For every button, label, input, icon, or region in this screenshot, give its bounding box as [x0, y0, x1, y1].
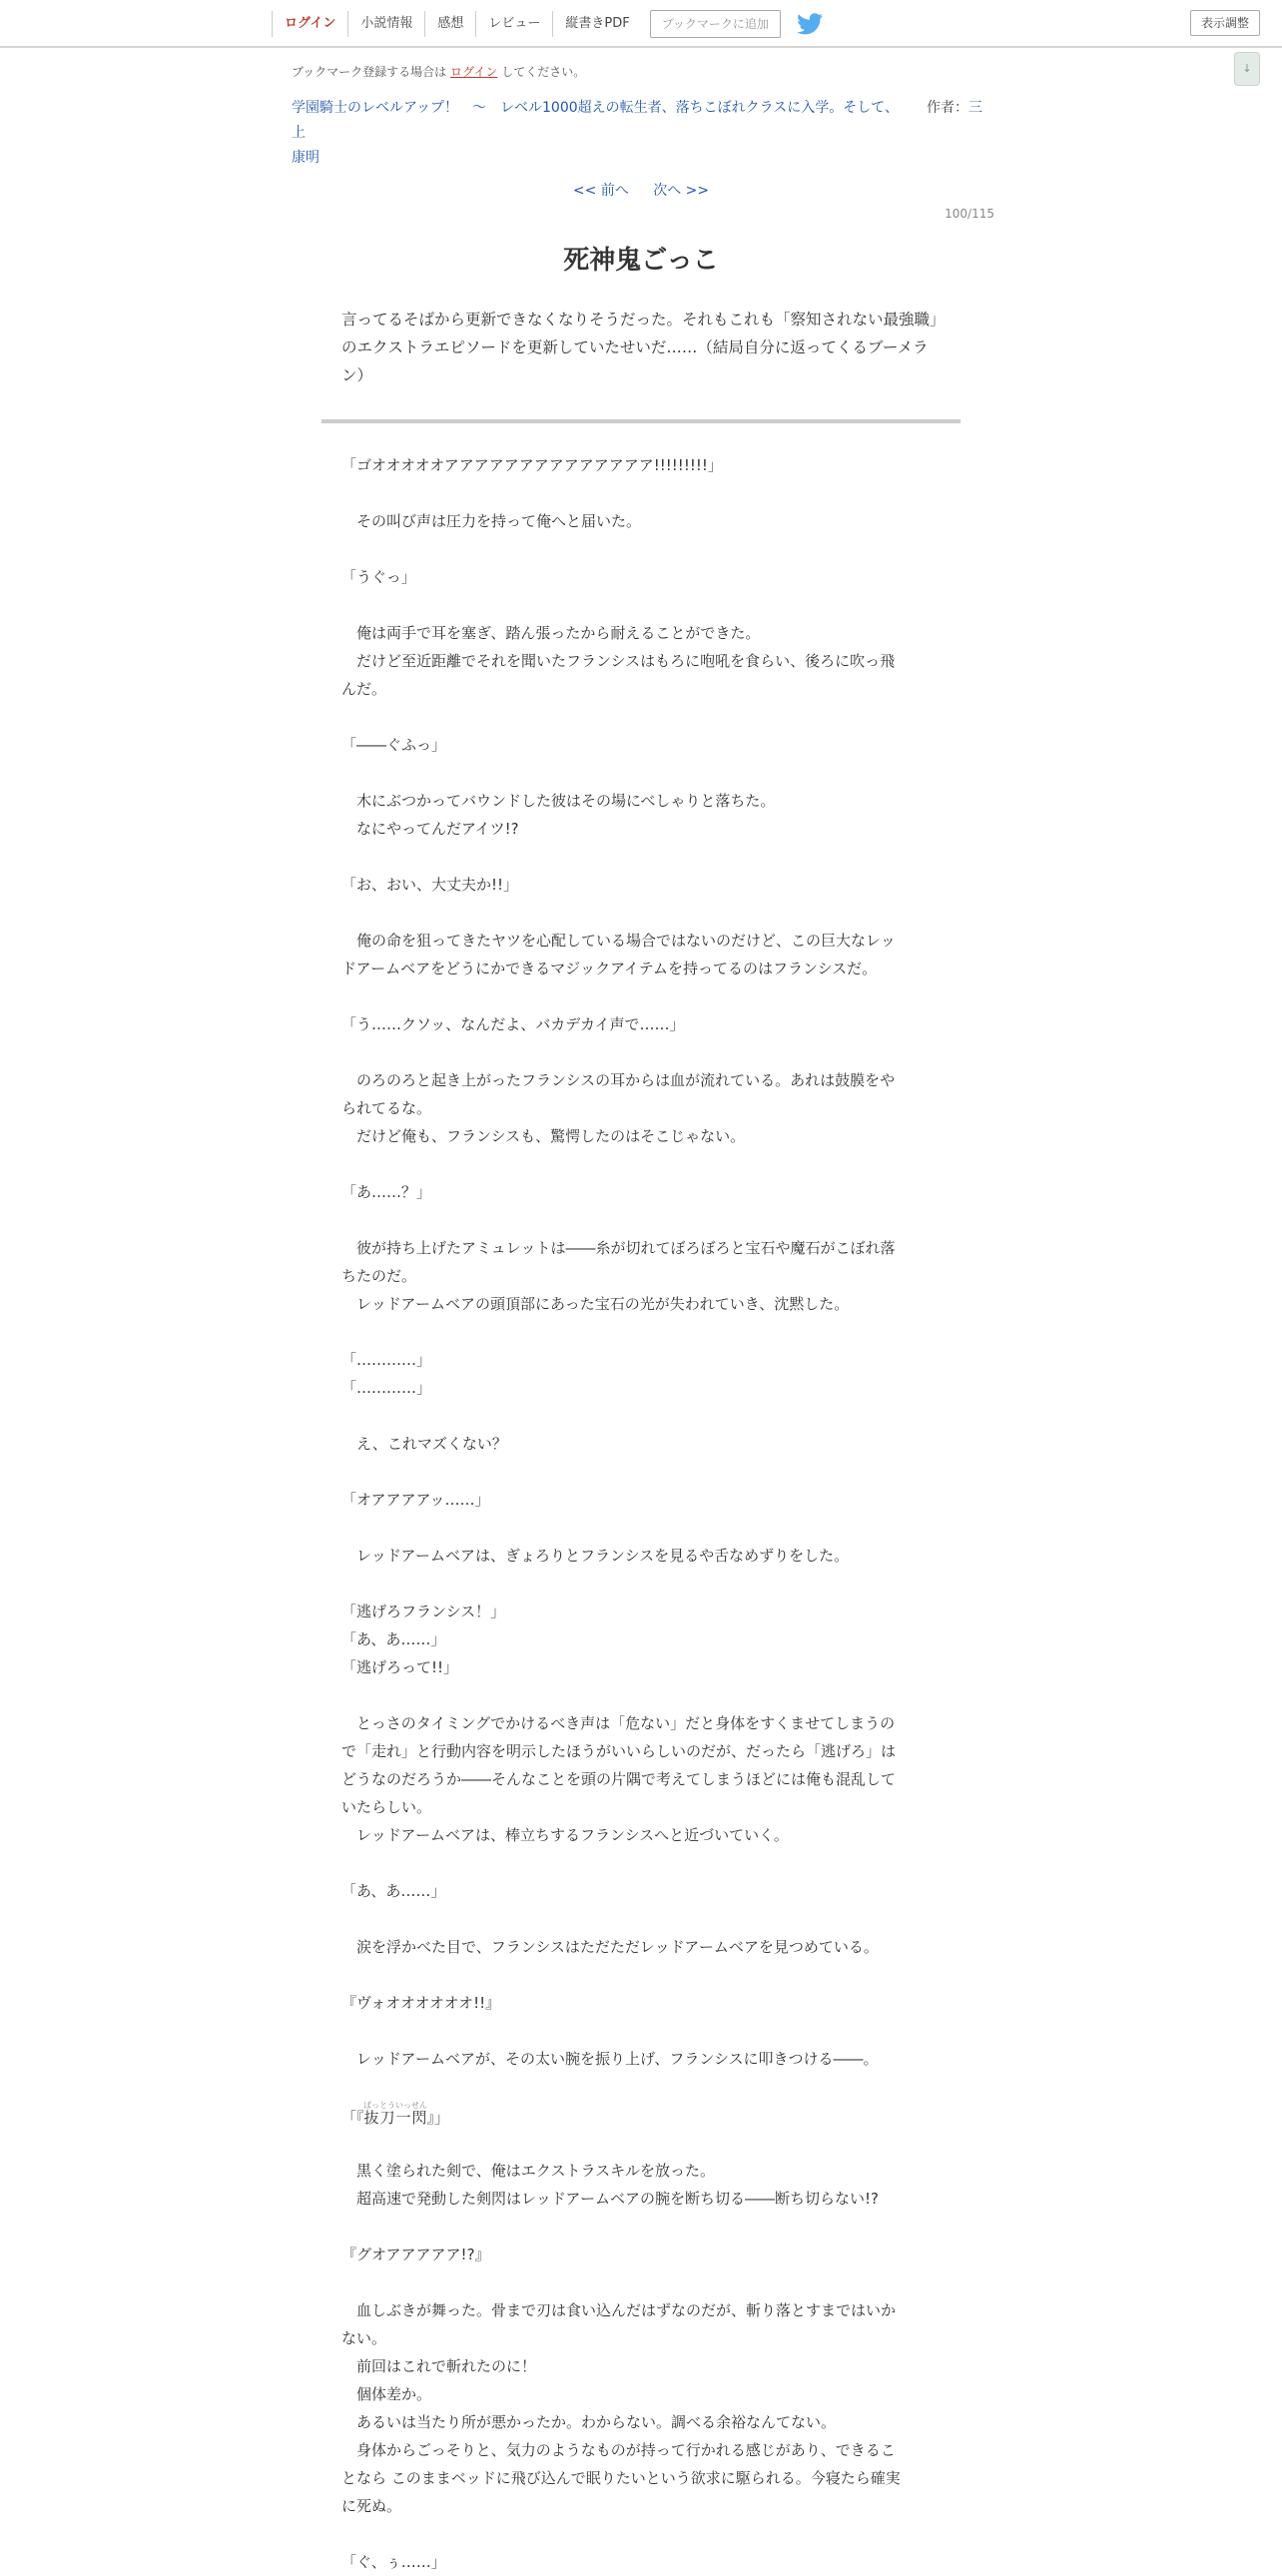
blank-line — [341, 899, 941, 927]
body-line: 個体差か。 — [341, 2385, 432, 2403]
review-link[interactable]: レビュー — [475, 11, 552, 37]
body-line: ちたのだ。 — [341, 1267, 417, 1285]
blank-line — [341, 1038, 941, 1066]
blank-line — [341, 1681, 941, 1709]
body-line: のろのろと起き上がったフランシスの耳からは血が流れている。あれは鼓膜をや — [341, 1071, 896, 1089]
vertical-pdf-link[interactable]: 縦書きPDF — [552, 11, 641, 37]
ruby-prefix: 「『 — [341, 2109, 364, 2127]
chapter-pager — [0, 180, 1282, 200]
blank-line — [341, 703, 941, 731]
blank-line — [341, 2017, 941, 2045]
blank-line — [341, 2129, 941, 2157]
blank-line — [341, 2268, 941, 2296]
body-line: 涙を浮かべた目で、フランシスはただただレッドアームベアを見つめている。 — [341, 1938, 879, 1956]
body-line: 「――ぐふっ」 — [341, 736, 447, 754]
impressions-link[interactable]: 感想 — [424, 11, 475, 37]
notice-login-link[interactable]: ログイン — [450, 65, 498, 79]
body-line: とっさのタイミングでかけるべき声は「危ない」だと身体をすくませてしまうの — [341, 1714, 896, 1732]
body-line: 『ヴォオオオオオオ!!』 — [341, 1994, 501, 2012]
body-line: んだ。 — [341, 680, 387, 698]
body-line: 俺の命を狙ってきたヤツを心配している場合ではないのだけど、この巨大なレッ — [341, 932, 896, 950]
body-line: レッドアームベアは、ぎょろりとフランシスを見るや舌なめずりをした。 — [341, 1547, 850, 1565]
blank-line — [341, 982, 941, 1010]
blank-line — [341, 479, 941, 507]
body-line: 「…………」 — [341, 1379, 432, 1397]
blank-line — [341, 2520, 941, 2548]
body-line: だけど俺も、フランシスも、驚愕したのはそこじゃない。 — [341, 1127, 746, 1145]
bookmark-notice — [292, 63, 585, 80]
skill-name-ruby: 抜刀一閃ばっとういっせん — [363, 2101, 428, 2127]
blank-line — [341, 1458, 941, 1486]
body-line: その叫び声は圧力を持って俺へと届いた。 — [341, 512, 642, 530]
body-line: 黒く塗られた剣で、俺はエクストラスキルを放った。 — [341, 2162, 715, 2180]
body-line: 「あ……？」 — [341, 1183, 432, 1201]
blank-line — [341, 2073, 941, 2101]
body-line: 「ぐ、ぅ……」 — [341, 2553, 446, 2571]
blank-line — [341, 1206, 941, 1234]
page-number: 100/115 — [945, 207, 994, 221]
blank-line — [341, 759, 941, 787]
body-line: 「あ、あ……」 — [341, 1630, 446, 1648]
series-title-link[interactable]: 学園騎士のレベルアップ！ 〜 レベル1000超えの転生者、落ちこぼれクラスに入学。そして、 — [292, 100, 899, 116]
body-line: られてるな。 — [341, 1099, 432, 1117]
body-line: いたらしい。 — [341, 1798, 432, 1816]
blank-line — [341, 1961, 941, 1989]
novel-info-link[interactable]: 小説情報 — [347, 11, 424, 37]
body-line: 血しぶきが舞った。骨まで刃は食い込んだはずなのだが、斬り落とすまではいか — [341, 2301, 897, 2319]
body-line: レッドアームベアは、棒立ちするフランシスへと近づいていく。 — [341, 1826, 789, 1844]
author-link-first[interactable]: 三上 — [292, 100, 982, 141]
blank-line — [341, 843, 941, 871]
top-navigation-bar — [0, 0, 1282, 48]
blank-line — [341, 1905, 941, 1933]
body-line: 「ゴオオオオオアアアアアアアアアアアアアア!!!!!!!!!」 — [341, 456, 723, 474]
body-line: あるいは当たり所が悪かったか。わからない。調べる余裕なんてない。 — [341, 2413, 837, 2431]
body-line: 超高速で発動した剣閃はレッドアームベアの腕を断ち切る――断ち切らない!? — [341, 2190, 879, 2208]
blank-line — [341, 2213, 941, 2241]
blank-line — [341, 1318, 941, 1346]
body-line: で「走れ」と行動内容を明示したほうがいいらしいのだが、だったら「逃げろ」は — [341, 1742, 897, 1760]
body-line: ドアームベアをどうにかできるマジックアイテムを持ってるのはフランシスだ。 — [341, 960, 878, 977]
ruby-suffix: 』」 — [426, 2109, 450, 2127]
body-line: 「うぐっ」 — [341, 568, 416, 586]
body-line: 『グオアアアアア!?』 — [341, 2246, 490, 2263]
blank-line — [341, 1570, 941, 1598]
next-chapter-link[interactable]: 次へ >> — [653, 183, 710, 199]
author-label: 作者： — [926, 100, 968, 116]
body-line: 彼が持ち上げたアミュレットは――糸が切れてぼろぼろと宝石や魔石がこぼれ落 — [341, 1239, 896, 1257]
body-line: 俺は両手で耳を塞ぎ、踏ん張ったから耐えることができた。 — [341, 624, 761, 642]
chapter-preface: 言ってるそばから更新できなくなりそうだった。それもこれも「察知されない最強職」のエクストラエピソードを更新していたせいだ……（結局自分に返ってくるブーメラン） — [341, 311, 938, 384]
body-line: レッドアームベアが、その太い腕を振り上げ、フランシスに叩きつける――。 — [341, 2050, 879, 2068]
chapter-title: 死神鬼ごっこ — [563, 246, 719, 276]
main-nav — [272, 10, 823, 38]
body-line: 身体からごっそりと、気力のようなものが持って行かれる感じがあり、できるこ — [341, 2441, 896, 2459]
body-line: 「逃げろって!!」 — [341, 1658, 459, 1676]
series-header — [292, 96, 990, 171]
scroll-down-icon[interactable]: ↓ — [1234, 52, 1260, 86]
body-line: 「お、おい、大丈夫か!!」 — [341, 876, 519, 894]
body-line: え、これマズくない？ — [341, 1435, 507, 1453]
body-line: 「う……クソッ、なんだよ、バカデカイ声で……」 — [341, 1015, 685, 1033]
blank-line — [341, 1514, 941, 1542]
blank-line — [341, 591, 941, 619]
ruby-reading: ばっとういっせん — [363, 2101, 428, 2110]
body-line: に死ぬ。 — [341, 2497, 402, 2515]
body-line: 「…………」 — [341, 1351, 432, 1369]
blank-line — [341, 535, 941, 563]
body-line: レッドアームベアの頭頂部にあった宝石の光が失われていき、沈黙した。 — [341, 1295, 850, 1313]
chapter-body — [341, 451, 941, 2576]
body-line: 木にぶつかってバウンドした彼はその場にべしゃりと落ちた。 — [341, 792, 776, 810]
prev-chapter-link[interactable]: << 前へ — [572, 183, 629, 199]
blank-line — [341, 1849, 941, 1877]
twitter-icon[interactable] — [797, 13, 823, 35]
blank-line — [341, 1150, 941, 1178]
body-line: 「あ、あ……」 — [341, 1882, 446, 1900]
body-line: どうなのだろうか――そんなことを頭の片隅で考えてしまうほどには俺も混乱して — [341, 1770, 897, 1788]
preface-divider — [321, 419, 961, 423]
login-link[interactable]: ログイン — [272, 11, 347, 37]
body-line: 「逃げろフランシス！」 — [341, 1603, 506, 1620]
notice-prefix: ブックマーク登録する場合は — [292, 65, 447, 79]
display-settings-button[interactable]: 表示調整 — [1190, 10, 1260, 36]
notice-suffix: してください。 — [501, 65, 586, 79]
body-line — [341, 2101, 941, 2129]
body-line: だけど至近距離でそれを聞いたフランシスはもろに咆吼を食らい、後ろに吹っ飛 — [341, 652, 896, 670]
blank-line — [341, 1402, 941, 1430]
body-line: となら このままベッドに飛び込んで眠りたいという欲求に駆られる。今寝たら確実 — [341, 2469, 901, 2487]
body-line: なにやってんだアイツ!? — [341, 820, 519, 838]
body-line: 前回はこれで斬れたのに！ — [341, 2357, 537, 2375]
body-line: ない。 — [341, 2329, 387, 2347]
add-bookmark-button[interactable]: ブックマークに追加 — [650, 10, 781, 38]
body-line: 「オアアアアッ……」 — [341, 1491, 490, 1509]
author-link-second[interactable]: 康明 — [292, 150, 320, 166]
